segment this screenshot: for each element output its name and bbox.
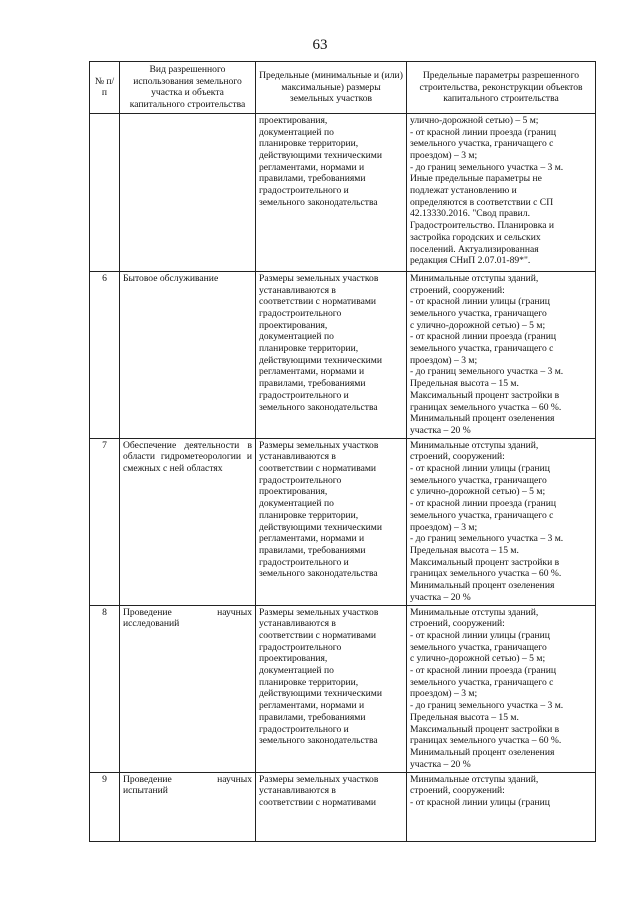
cell-text-line: Минимальные отступы зданий, bbox=[410, 606, 539, 618]
cell-text-line: градостроительного и bbox=[259, 723, 349, 735]
cell-text-line: земельного участка, граничащего bbox=[410, 474, 547, 486]
row-size-cell bbox=[256, 605, 407, 772]
cell-text-line: Размеры земельных участков bbox=[259, 606, 379, 618]
cell-text-line: земельного законодательства bbox=[259, 735, 378, 747]
cell-text-line: планировке территории, bbox=[259, 676, 359, 688]
cell-text-line: Минимальный процент озеленения bbox=[410, 746, 555, 758]
table-row bbox=[90, 438, 596, 605]
cell-text-line: правилами, требованиями bbox=[259, 378, 366, 390]
cell-text-line: земельного участка, граничащего bbox=[410, 641, 547, 653]
row-num-cell: 7 bbox=[90, 438, 120, 605]
cell-text-line: проездом) – 3 м; bbox=[410, 149, 478, 161]
row-type-cell: Обеспечение деятельности в области гидрометеорологии и смежных с ней областях bbox=[120, 438, 256, 605]
cell-text-line: проездом) – 3 м; bbox=[410, 521, 478, 533]
cell-text-line: устанавливаются в bbox=[259, 785, 336, 797]
cell-text-line: подлежат установлению и bbox=[410, 185, 517, 197]
row-num-cell: 8 bbox=[90, 605, 120, 772]
cell-text-line: - от красной линии проезда (границ bbox=[410, 331, 556, 343]
cell-text-line: правилами, требованиями bbox=[259, 173, 366, 185]
row-size-cell bbox=[256, 772, 407, 841]
header-type: Вид разрешенного использования земельного участка и объекта капитального строительства bbox=[120, 62, 256, 114]
cell-text-line: строений, сооружений: bbox=[410, 284, 505, 296]
cell-text-line: градостроительного bbox=[259, 474, 342, 486]
cell-text-line: границах земельного участка – 60 %. bbox=[410, 735, 562, 747]
cell-text-line: - от красной линии улицы (границ bbox=[410, 463, 550, 475]
row-params-cell bbox=[407, 271, 596, 438]
row-type-cell: Бытовое обслуживание bbox=[120, 271, 256, 438]
cell-text-line: регламентами, нормами и bbox=[259, 161, 365, 173]
header-size: Предельные (минимальные и (или) максимальные) размеры земельных участков bbox=[256, 62, 407, 114]
cell-text-line: действующими техническими bbox=[259, 521, 382, 533]
cell-text-line: участка – 20 % bbox=[410, 424, 471, 436]
cell-text-line: с улично-дорожной сетью) – 5 м; bbox=[410, 319, 546, 331]
row-type-cell: Проведение научных исследований bbox=[120, 605, 256, 772]
cell-text-line: Минимальные отступы зданий, bbox=[410, 439, 539, 451]
cell-text-line: - до границ земельного участка – 3 м. bbox=[410, 161, 564, 173]
cell-text-line: земельного участка, граничащего bbox=[410, 307, 547, 319]
cell-text-line: - от красной линии проезда (границ bbox=[410, 498, 556, 510]
page-number: 63 bbox=[312, 37, 328, 53]
row-num-cell bbox=[90, 113, 120, 271]
cell-text-line: - до границ земельного участка – 3 м. bbox=[410, 700, 564, 712]
cell-text-line: Минимальный процент озеленения bbox=[410, 580, 555, 592]
cell-text-line: устанавливаются в bbox=[259, 618, 336, 630]
cell-text-line: соответствии с нормативами bbox=[259, 296, 377, 308]
header-params: Предельные параметры разрешенного строительства, реконструкции объектов капитального строительства bbox=[407, 62, 596, 114]
cell-text-line: 42.13330.2016. "Свод правил. bbox=[410, 208, 530, 220]
regulations-table bbox=[89, 61, 596, 842]
table-row bbox=[90, 271, 596, 438]
cell-text-line: регламентами, нормами и bbox=[259, 700, 365, 712]
cell-text-line: действующими техническими bbox=[259, 354, 382, 366]
header-num: № п/п bbox=[90, 62, 120, 114]
cell-text-line: планировке территории, bbox=[259, 343, 359, 355]
cell-text-line: границах земельного участка – 60 %. bbox=[410, 401, 562, 413]
table-row-continuation bbox=[90, 113, 596, 271]
row-num-cell: 6 bbox=[90, 271, 120, 438]
cell-text-line: земельного участка, граничащего с bbox=[410, 676, 554, 688]
row-type-cell: Проведение научных испытаний bbox=[120, 772, 256, 841]
cell-text-line: правилами, требованиями bbox=[259, 711, 366, 723]
cell-text-line: градостроительного и bbox=[259, 556, 349, 568]
cell-text-line: устанавливаются в bbox=[259, 284, 336, 296]
cell-text-line: земельного законодательства bbox=[259, 401, 378, 413]
cell-text-line: земельного законодательства bbox=[259, 196, 378, 208]
row-type-cell bbox=[120, 113, 256, 271]
cell-text-line: проектирования, bbox=[259, 486, 328, 498]
cell-text-line: документацией по bbox=[259, 498, 334, 510]
cell-text-line: земельного участка, граничащего с bbox=[410, 138, 554, 150]
cell-text-line: Размеры земельных участков bbox=[259, 773, 379, 785]
row-params-cell bbox=[407, 772, 596, 841]
cell-text-line: правилами, требованиями bbox=[259, 544, 366, 556]
cell-text-line: Минимальный процент озеленения bbox=[410, 413, 555, 425]
cell-text-line: документацией по bbox=[259, 126, 334, 138]
cell-text-line: Предельная высота – 15 м. bbox=[410, 711, 519, 723]
cell-text-line: строений, сооружений: bbox=[410, 785, 505, 797]
cell-text-line: границах земельного участка – 60 %. bbox=[410, 568, 562, 580]
table-header bbox=[90, 62, 596, 114]
row-params-cell bbox=[407, 113, 596, 271]
cell-text-line: определяются в соответствии с СП bbox=[410, 196, 554, 208]
cell-text-line: планировке территории, bbox=[259, 138, 359, 150]
cell-text-line: соответствии с нормативами bbox=[259, 463, 377, 475]
cell-text-line: Предельная высота – 15 м. bbox=[410, 544, 519, 556]
cell-text-line: участка – 20 % bbox=[410, 591, 471, 603]
cell-text-line: градостроительного bbox=[259, 307, 342, 319]
cell-text-line: регламентами, нормами и bbox=[259, 533, 365, 545]
cell-text-line: - от красной линии улицы (границ bbox=[410, 629, 550, 641]
cell-text-line: Градостроительство. Планировка и bbox=[410, 220, 555, 232]
cell-text-line: Иные предельные параметры не bbox=[410, 173, 542, 185]
cell-text-line: Минимальные отступы зданий, bbox=[410, 773, 539, 785]
cell-text-line: регламентами, нормами и bbox=[259, 366, 365, 378]
table-row bbox=[90, 605, 596, 772]
cell-text-line: редакция СНиП 2.07.01-89*". bbox=[410, 255, 531, 267]
cell-text-line: проектирования, bbox=[259, 114, 328, 126]
row-size-cell bbox=[256, 271, 407, 438]
cell-text-line: застройка городских и сельских bbox=[410, 231, 541, 243]
cell-text-line: документацией по bbox=[259, 665, 334, 677]
cell-text-line: Предельная высота – 15 м. bbox=[410, 378, 519, 390]
cell-text-line: действующими техническими bbox=[259, 149, 382, 161]
cell-text-line: - до границ земельного участка – 3 м. bbox=[410, 366, 564, 378]
cell-text-line: действующими техническими bbox=[259, 688, 382, 700]
cell-text-line: поселений. Актуализированная bbox=[410, 243, 539, 255]
cell-text-line: градостроительного и bbox=[259, 185, 349, 197]
cell-text-line: с улично-дорожной сетью) – 5 м; bbox=[410, 486, 546, 498]
row-num-cell: 9 bbox=[90, 772, 120, 841]
cell-text-line: строений, сооружений: bbox=[410, 618, 505, 630]
row-params-cell bbox=[407, 438, 596, 605]
cell-text-line: соответствии с нормативами bbox=[259, 796, 377, 808]
table-body bbox=[90, 113, 596, 841]
cell-text-line: - от красной линии проезда (границ bbox=[410, 126, 556, 138]
cell-text-line: земельного участка, граничащего с bbox=[410, 509, 554, 521]
table-row bbox=[90, 772, 596, 841]
cell-text-line: улично-дорожной сетью) – 5 м; bbox=[410, 114, 539, 126]
cell-text-line: - от красной линии улицы (границ bbox=[410, 796, 550, 808]
cell-text-line: Размеры земельных участков bbox=[259, 272, 379, 284]
cell-text-line: земельного законодательства bbox=[259, 568, 378, 580]
cell-text-line: земельного участка, граничащего с bbox=[410, 343, 554, 355]
cell-text-line: проездом) – 3 м; bbox=[410, 688, 478, 700]
cell-text-line: - до границ земельного участка – 3 м. bbox=[410, 533, 564, 545]
cell-text-line: - от красной линии проезда (границ bbox=[410, 665, 556, 677]
row-params-cell bbox=[407, 605, 596, 772]
cell-text-line: градостроительного bbox=[259, 641, 342, 653]
cell-text-line: Минимальные отступы зданий, bbox=[410, 272, 539, 284]
cell-text-line: документацией по bbox=[259, 331, 334, 343]
cell-text-line: устанавливаются в bbox=[259, 451, 336, 463]
cell-text-line: Максимальный процент застройки в bbox=[410, 389, 560, 401]
cell-text-line: проездом) – 3 м; bbox=[410, 354, 478, 366]
cell-text-line: Максимальный процент застройки в bbox=[410, 723, 560, 735]
cell-text-line: Размеры земельных участков bbox=[259, 439, 379, 451]
row-size-cell bbox=[256, 113, 407, 271]
cell-text-line: участка – 20 % bbox=[410, 758, 471, 770]
cell-text-line: проектирования, bbox=[259, 319, 328, 331]
row-size-cell bbox=[256, 438, 407, 605]
cell-text-line: градостроительного и bbox=[259, 389, 349, 401]
cell-text-line: строений, сооружений: bbox=[410, 451, 505, 463]
cell-text-line: планировке территории, bbox=[259, 509, 359, 521]
cell-text-line: с улично-дорожной сетью) – 5 м; bbox=[410, 653, 546, 665]
cell-text-line: соответствии с нормативами bbox=[259, 629, 377, 641]
cell-text-line: проектирования, bbox=[259, 653, 328, 665]
cell-text-line: Максимальный процент застройки в bbox=[410, 556, 560, 568]
cell-text-line: - от красной линии улицы (границ bbox=[410, 296, 550, 308]
